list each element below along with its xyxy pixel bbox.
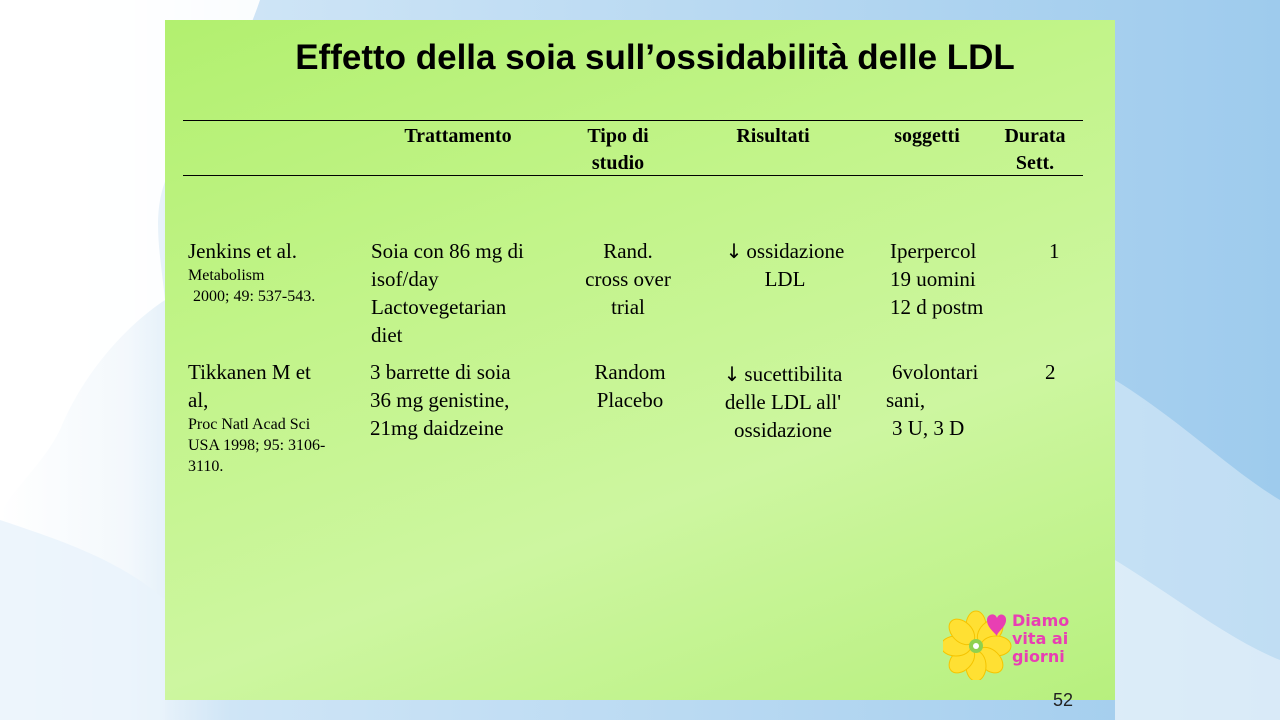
header-risultati: Risultati [736, 125, 810, 147]
table-row-2-treatment: 3 barrette di soia 36 mg genistine, 21mg daidzeine [370, 360, 511, 440]
table-top-rule [183, 120, 1083, 121]
table-row-2-result: ↓ sucettibilita delle LDL all' ossidazione [723, 362, 843, 442]
table-row-2-duration: 2 [1045, 360, 1056, 384]
down-arrow-icon: ↓ [723, 362, 741, 386]
table-row-1-result: ↓ ossidazione LDL [725, 239, 845, 291]
logo [943, 610, 1088, 680]
slide-title: Effetto della soia sull’ossidabilità delle LDL [295, 38, 1015, 77]
flower-icon [943, 610, 1013, 680]
table-row-2-reference: Tikkanen M et al, Proc Natl Acad Sci USA 1998; 95: 3106- 3110. [188, 360, 326, 475]
slide [165, 20, 1115, 710]
page-number: 52 [1053, 690, 1074, 710]
header-soggetti: soggetti [894, 125, 960, 147]
header-trattamento: Trattamento [404, 125, 512, 147]
table-row-1-study: Rand. cross over trial [585, 239, 671, 319]
table-row-1-subjects: Iperpercol 19 uomini 12 d postm [890, 239, 984, 319]
header-tipo-studio: Tipo di studio [587, 125, 649, 174]
table-row-1-treatment: Soia con 86 mg di isof/day Lactovegetarian diet [371, 239, 524, 347]
table-row-2-study: Random Placebo [594, 360, 666, 412]
logo-text: Diamo vita ai giorni [1012, 611, 1070, 666]
header-durata: Durata Sett. [1004, 125, 1066, 174]
table-row-1-duration: 1 [1049, 239, 1060, 263]
table-row-2-subjects: 6volontari sani, 3 U, 3 D [886, 360, 979, 440]
down-arrow-icon: ↓ [725, 239, 743, 263]
table-row-1-reference: Jenkins et al. Metabolism 2000; 49: 537-543. [188, 239, 316, 305]
